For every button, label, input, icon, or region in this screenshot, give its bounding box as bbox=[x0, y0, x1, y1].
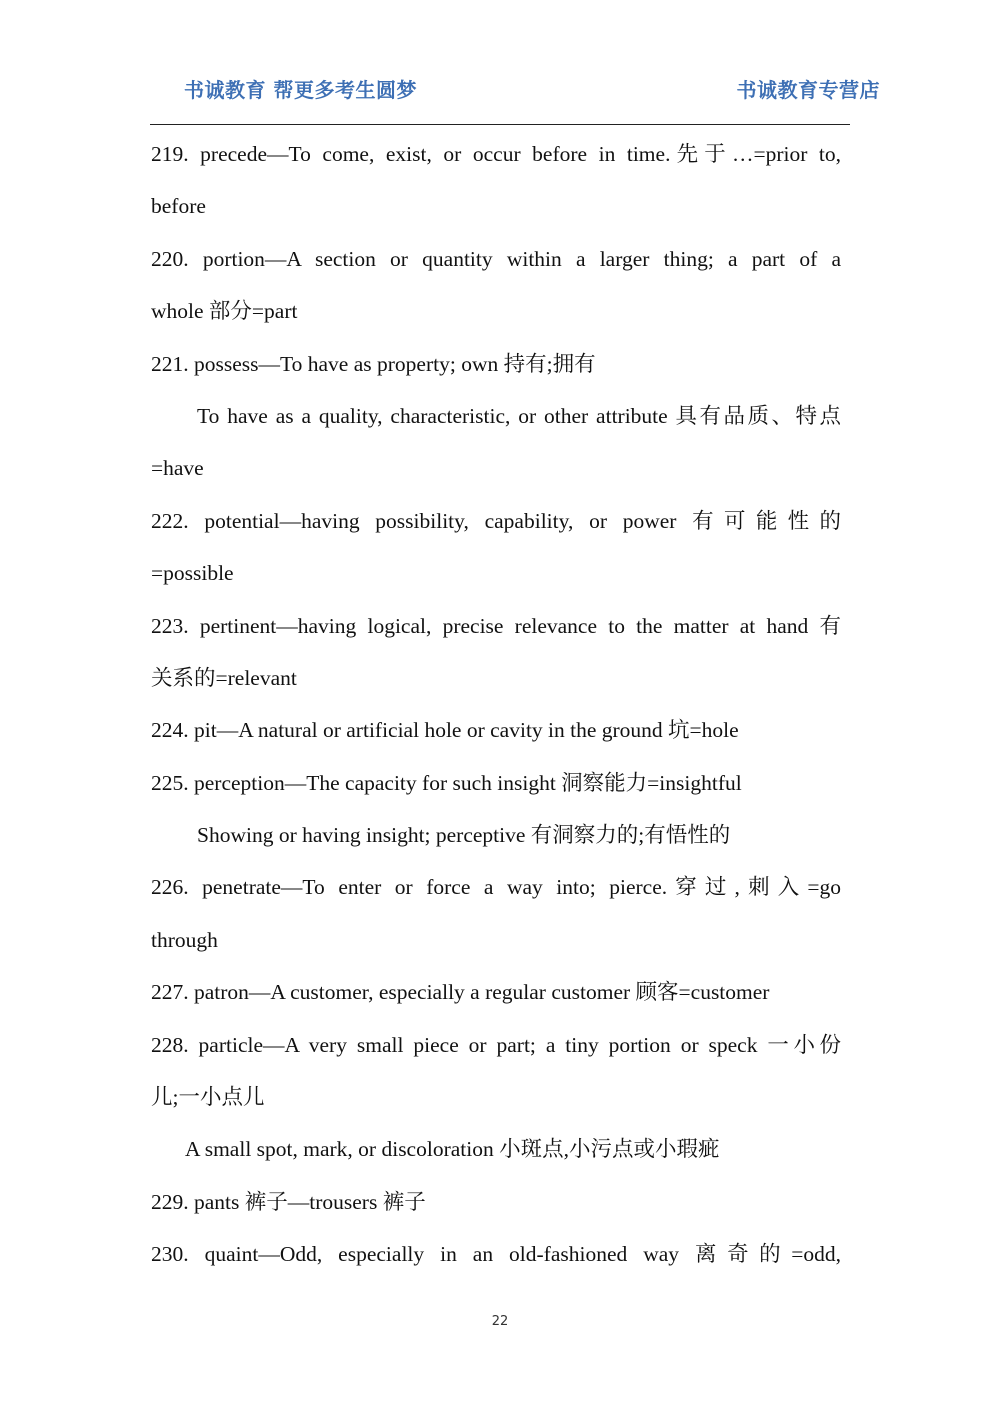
entry-227: 227. patron—A customer, especially a regular customer 顾客=customer bbox=[151, 980, 770, 1005]
entry-228-line-1: 228. particle—A very small piece or part; a tiny portion or speck 一小份 bbox=[151, 1032, 841, 1057]
entry-226-line-1: 226. penetrate—To enter or force a way into; pierce.穿过,刺入=go bbox=[151, 875, 841, 900]
entry-225-line-1: 225. perception—The capacity for such insight 洞察能力=insightful bbox=[151, 770, 742, 795]
header-divider bbox=[150, 124, 850, 125]
page-header bbox=[150, 74, 880, 102]
entry-226-line-2: through bbox=[151, 927, 218, 952]
entry-220-line-2: whole 部分=part bbox=[151, 299, 298, 324]
entry-222-line-2: =possible bbox=[151, 561, 234, 586]
entry-228-line-2: 儿;一小点儿 bbox=[151, 1085, 265, 1110]
page-number: 22 bbox=[491, 1314, 509, 1329]
entry-221-line-3: =have bbox=[151, 456, 204, 481]
entry-221-line-1: 221. possess—To have as property; own 持有;拥有 bbox=[151, 351, 596, 376]
entry-228-line-3: A small spot, mark, or discoloration 小斑点,小污点或小瑕疵 bbox=[185, 1137, 720, 1162]
header-slogan: 书诚教育 帮更多考生圆梦 bbox=[184, 78, 417, 102]
entry-219-line-2: before bbox=[151, 194, 206, 219]
entry-224: 224. pit—A natural or artificial hole or cavity in the ground 坑=hole bbox=[151, 718, 739, 743]
entry-230-line-1: 230. quaint—Odd, especially in an old-fashioned way 离奇的=odd, bbox=[151, 1242, 841, 1267]
entry-223-line-2: 关系的=relevant bbox=[151, 665, 297, 690]
entry-219-line-1: 219. precede—To come, exist, or occur before in time.先于…=prior to, bbox=[151, 142, 841, 166]
entry-222-line-1: 222. potential—having possibility, capability, or power 有可能性的 bbox=[151, 508, 841, 533]
entry-229: 229. pants 裤子—trousers 裤子 bbox=[151, 1189, 426, 1214]
entry-221-line-2: To have as a quality, characteristic, or other attribute 具有品质、特点 bbox=[197, 403, 841, 428]
entry-220-line-1: 220. portion—A section or quantity within a larger thing; a part of a bbox=[151, 246, 841, 271]
vocabulary-list bbox=[151, 134, 841, 1287]
entry-225-line-2: Showing or having insight; perceptive 有洞察力的;有悟性的 bbox=[197, 823, 731, 848]
entry-223-line-1: 223. pertinent—having logical, precise relevance to the matter at hand 有 bbox=[151, 613, 841, 638]
header-store-name: 书诚教育专营店 bbox=[736, 78, 880, 102]
